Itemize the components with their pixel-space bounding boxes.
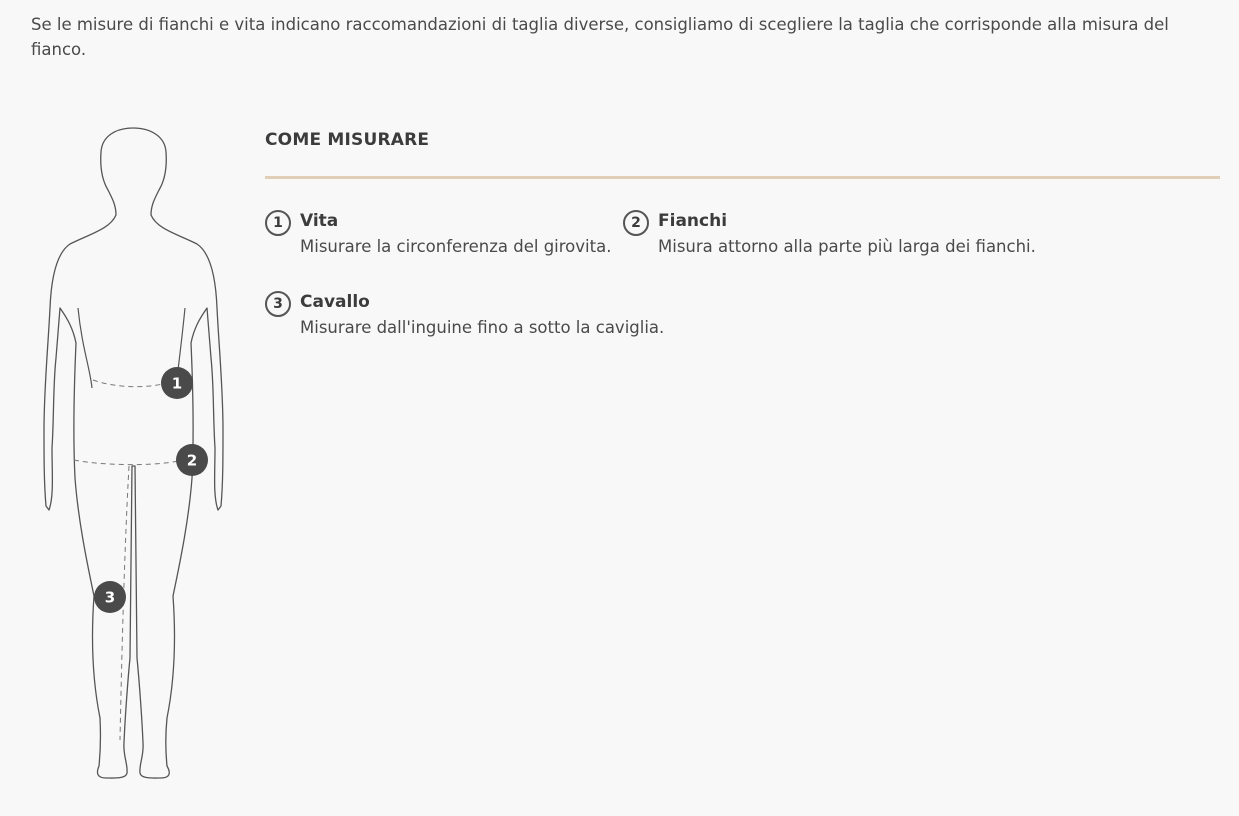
step-number-badge: 2 <box>623 210 649 236</box>
body-measurement-figure <box>30 118 240 788</box>
waist-dashed-line <box>93 380 163 387</box>
step-number-badge: 1 <box>265 210 291 236</box>
left-arm-inner-line <box>78 308 92 388</box>
hips-dashed-line <box>74 460 178 465</box>
waist-marker <box>161 367 193 399</box>
inseam-marker <box>94 581 126 613</box>
hips-marker <box>176 444 208 476</box>
step-title: Fianchi <box>658 211 728 231</box>
step-number-badge: 3 <box>265 291 291 317</box>
step-title: Cavallo <box>300 292 370 312</box>
measurement-step-waist <box>265 209 611 259</box>
step-title: Vita <box>300 211 339 231</box>
section-divider <box>265 176 1220 179</box>
step-description: Misurare la circonferenza del girovita. <box>300 237 612 256</box>
how-to-measure-title: COME MISURARE <box>265 130 430 150</box>
measurement-step-hips <box>623 209 1036 259</box>
body-silhouette-illustration <box>30 118 240 788</box>
step-description: Misura attorno alla parte più larga dei fianchi. <box>658 237 1036 256</box>
step-description: Misurare dall'inguine fino a sotto la caviglia. <box>300 318 665 337</box>
svg-text:3: 3 <box>104 588 116 607</box>
measurement-step-inseam <box>265 290 664 340</box>
how-to-measure-section <box>265 126 1220 337</box>
size-advice-text: Se le misure di fianchi e vita indicano raccomandazioni di taglia diverse, consigliamo di scegliere la taglia che corrisponde alla misura del fianco. <box>31 15 1169 59</box>
svg-text:1: 1 <box>171 374 183 393</box>
svg-text:2: 2 <box>186 451 198 470</box>
